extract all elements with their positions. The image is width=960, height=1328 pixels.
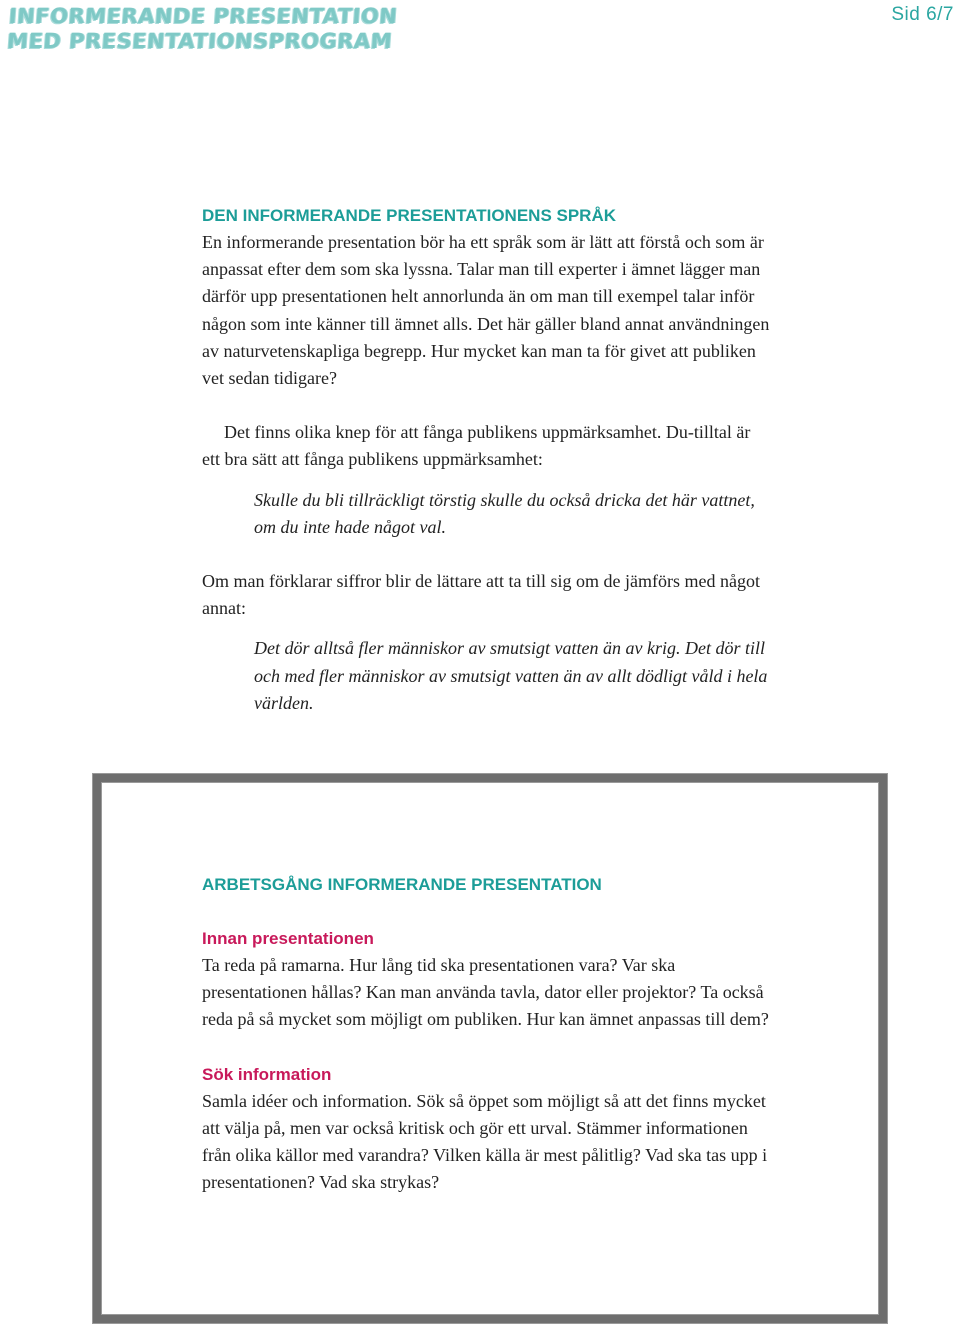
logo-line-1: INFORMERANDE PRESENTATION bbox=[8, 4, 399, 28]
logo bbox=[6, 4, 398, 54]
quote-water-deaths: Det dör alltså fler människor av smutsigt vatten än av krig. Det dör till och med fler människor av smutsigt vatten än av allt dödligt våld i hela världen. bbox=[254, 638, 768, 713]
paragraph-numbers: Om man förklarar siffror blir de lättare att ta till sig om de jämförs med något annat: bbox=[202, 571, 760, 619]
page-number: Sid 6/7 bbox=[891, 4, 954, 25]
paragraph-before: Ta reda på ramarna. Hur lång tid ska presentationen vara? Var ska presentationen hållas? Kan man använda tavla, dator eller projektor? Ta också reda på så mycket som möjligt om publiken. Hur kan ämnet anpassas till dem? bbox=[202, 955, 769, 1030]
section-language bbox=[202, 202, 770, 717]
paragraph-search: Samla idéer och information. Sök så öppet som möjligt så att det finns mycket att välja på, men var också kritisk och gör ett urval. Stämmer informationen från olika källor med varandra? Vilken källa är mest pålitlig? Vad ska tas upp i presentationen? Vad ska strykas? bbox=[202, 1090, 768, 1193]
paragraph-attention: Det finns olika knep för att fånga publikens uppmärksamhet. Du-tilltal är ett bra sätt att fånga publikens uppmärksamhet: bbox=[202, 422, 751, 470]
section-heading: DEN INFORMERANDE PRESENTATIONENS SPRÅK bbox=[202, 206, 617, 225]
logo-line-2: MED PRESENTATIONSPROGRAM bbox=[6, 29, 393, 53]
subheading-before: Innan presentationen bbox=[202, 929, 374, 948]
quote-thirsty: Skulle du bli tillräckligt törstig skulle du också dricka det här vattnet, om du inte hade något val. bbox=[254, 489, 755, 537]
workflow-content bbox=[202, 871, 770, 1196]
subheading-search: Sök information bbox=[202, 1064, 332, 1084]
workflow-heading: ARBETSGÅNG INFORMERANDE PRESENTATION bbox=[202, 875, 602, 894]
paragraph-intro: En informerande presentation bör ha ett språk som är lätt att förstå och som är anpassat efter dem som ska lyssna. Talar man till experter i ämnet lägger man därför upp presentationen helt annorlunda än om man till exempel talar inför någon som inte känner till ämnet alls. Det här gäller bland annat användningen av naturvetenskapliga begrepp. Hur mycket kan man ta för givet att publiken vet sedan tidigare? bbox=[202, 232, 770, 389]
